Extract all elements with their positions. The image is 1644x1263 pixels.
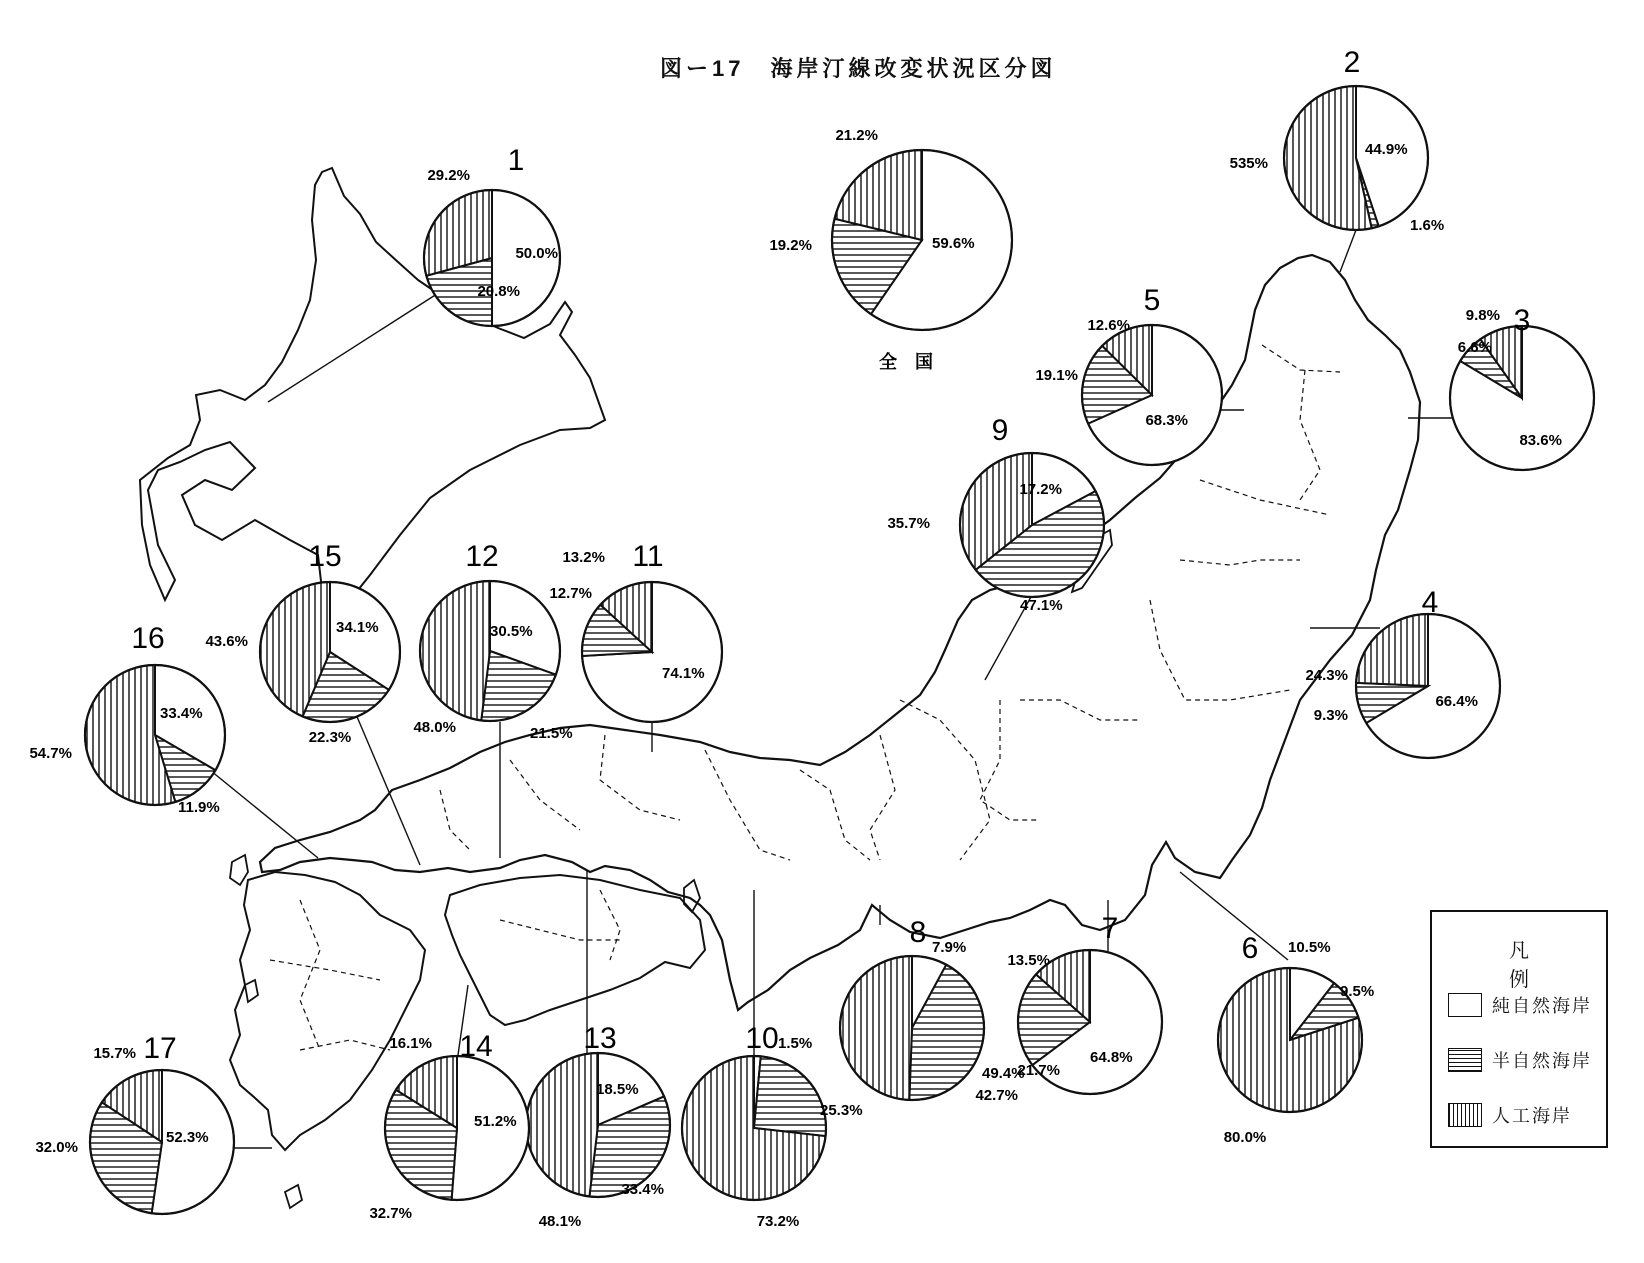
- pie-12: [413, 540, 572, 742]
- artificial-swatch: [1448, 1103, 1482, 1127]
- pie-8-label-natural: 7.9%: [932, 939, 967, 956]
- pie-3-number: 3: [1513, 304, 1531, 337]
- natural-swatch: [1448, 993, 1482, 1017]
- pie-12-slice-artificial: [420, 581, 490, 720]
- pie-9: [887, 414, 1104, 614]
- pie-12-label-semi: 21.5%: [530, 725, 573, 742]
- pie-13-slice-artificial: [526, 1053, 598, 1196]
- pie-12-number: 12: [465, 540, 499, 573]
- pie-1-label-artificial: 29.2%: [427, 167, 470, 184]
- legend-row-artificial: [1448, 1100, 1572, 1130]
- pie-10-slice-semi: [754, 1056, 826, 1136]
- pie-5-label-semi: 19.1%: [1035, 367, 1078, 384]
- pie-8-label-semi: 42.7%: [975, 1087, 1018, 1104]
- pie-6-label-artificial: 80.0%: [1223, 1129, 1267, 1146]
- pie-17-number: 17: [143, 1032, 177, 1065]
- pie-7-number: 7: [1101, 912, 1119, 945]
- pie-13-number: 13: [583, 1022, 617, 1055]
- pie-15-label-natural: 34.1%: [336, 619, 379, 636]
- island-tsushima: [230, 855, 248, 885]
- pie-16-label-artificial: 54.7%: [29, 745, 72, 762]
- pie-5-label-artificial: 12.6%: [1087, 317, 1130, 334]
- pie-14-label-semi: 32.7%: [369, 1205, 412, 1222]
- pie-2: [1230, 46, 1445, 234]
- legend-title: 凡 例: [1509, 940, 1629, 991]
- pie-16-number: 16: [131, 622, 165, 655]
- pie-12-label-artificial: 48.0%: [413, 719, 456, 736]
- pie-1-label-semi: 20.8%: [477, 283, 520, 300]
- pie-4: [1305, 586, 1500, 758]
- pie-15-number: 15: [308, 540, 342, 573]
- pie-11-label-artificial: 13.2%: [562, 549, 605, 566]
- pie-10-label-artificial: 73.2%: [756, 1213, 800, 1230]
- figure-title: 図ー17 海岸汀線改変状況区分図: [660, 56, 1057, 81]
- pie-2-number: 2: [1343, 46, 1361, 79]
- pie-4-label-artificial: 24.3%: [1305, 667, 1348, 684]
- legend-label-artificial: 人工海岸: [1492, 1106, 1572, 1126]
- legend: [1430, 910, 1629, 1148]
- pie-13-label-semi: 33.4%: [621, 1181, 664, 1198]
- island-goto: [245, 980, 258, 1002]
- pie-5: [1035, 284, 1222, 465]
- pie-11-label-natural: 74.1%: [662, 665, 705, 682]
- pie-6-label-natural: 10.5%: [1288, 939, 1331, 956]
- pie-3: [1450, 304, 1594, 470]
- pie-national: [769, 127, 1012, 372]
- pie-15-label-semi: 22.3%: [308, 729, 352, 746]
- pie-17-label-artificial: 15.7%: [93, 1045, 136, 1062]
- pie-4-label-semi: 9.3%: [1313, 707, 1348, 724]
- pie-14: [369, 1030, 529, 1222]
- pie-5-number: 5: [1143, 284, 1161, 317]
- pie-17: [35, 1032, 234, 1214]
- shikoku-outline: [445, 875, 705, 1025]
- legend-row-natural: [1448, 990, 1592, 1020]
- pie-13-label-natural: 18.5%: [596, 1081, 639, 1098]
- pie-13: [526, 1022, 670, 1230]
- pie-4-label-natural: 66.4%: [1435, 693, 1478, 710]
- pie-10-number: 10: [745, 1022, 779, 1055]
- pie-16: [29, 622, 225, 816]
- pie-6-label-semi: 9.5%: [1340, 983, 1375, 1000]
- pie-12-label-natural: 30.5%: [490, 623, 533, 640]
- pie-2-label-semi: 1.6%: [1410, 217, 1445, 234]
- pie-chart-group: [29, 46, 1594, 1230]
- pie-3-label-artificial: 9.8%: [1465, 307, 1500, 324]
- pie-10: [682, 1022, 863, 1230]
- pie-6-number: 6: [1241, 932, 1259, 965]
- pie-13-label-artificial: 48.1%: [538, 1213, 582, 1230]
- pie-10-label-semi: 25.3%: [820, 1102, 863, 1119]
- pie-8-label-artificial: 49.4%: [982, 1065, 1025, 1082]
- pie-3-label-natural: 83.6%: [1519, 432, 1562, 449]
- legend-row-semi-natural: [1448, 1045, 1592, 1075]
- pie-national-label-semi: 19.2%: [769, 237, 812, 254]
- pie-15-label-artificial: 43.6%: [205, 633, 248, 650]
- island-tanegashima: [285, 1185, 302, 1208]
- pie-7-label-semi: 21.7%: [1017, 1062, 1060, 1079]
- pie-5-label-natural: 68.3%: [1145, 412, 1188, 429]
- pie-16-label-natural: 33.4%: [160, 705, 203, 722]
- pie-2-label-artificial: 535%: [1229, 155, 1268, 172]
- pie-17-label-semi: 32.0%: [35, 1139, 78, 1156]
- pie-11-label-semi: 12.7%: [549, 585, 592, 602]
- pie-14-label-natural: 51.2%: [474, 1113, 517, 1130]
- legend-label-natural: 純自然海岸: [1492, 996, 1592, 1016]
- pie-9-label-artificial: 35.7%: [887, 515, 930, 532]
- pie-1-number: 1: [507, 144, 525, 177]
- pie-7: [1007, 912, 1162, 1094]
- pie-16-label-semi: 11.9%: [178, 799, 220, 816]
- pie-17-label-natural: 52.3%: [166, 1129, 209, 1146]
- legend-label-semi-natural: 半自然海岸: [1492, 1051, 1592, 1071]
- pie-1: [424, 144, 560, 326]
- pie-9-label-semi: 47.1%: [1020, 597, 1063, 614]
- pie-14-label-artificial: 16.1%: [389, 1035, 432, 1052]
- pie-9-number: 9: [991, 414, 1009, 447]
- pie-national-label-artificial: 21.2%: [835, 127, 878, 144]
- pie-6: [1218, 932, 1374, 1146]
- pie-2-label-natural: 44.9%: [1365, 141, 1408, 158]
- pie-8-number: 8: [909, 916, 927, 949]
- pie-8: [840, 916, 1025, 1104]
- pie-10-label-natural: 1.5%: [778, 1035, 813, 1052]
- pie-11-number: 11: [632, 540, 664, 573]
- pie-15: [205, 540, 400, 746]
- pie-3-label-semi: 6.6%: [1457, 339, 1492, 356]
- pie-4-number: 4: [1421, 586, 1439, 619]
- pie-14-number: 14: [459, 1030, 493, 1063]
- pie-national-label-natural: 59.6%: [932, 235, 975, 252]
- pie-7-label-natural: 64.8%: [1090, 1049, 1133, 1066]
- pie-1-label-natural: 50.0%: [515, 245, 558, 262]
- pie-7-label-artificial: 13.5%: [1007, 952, 1050, 969]
- national-label: 全 国: [879, 352, 933, 372]
- pie-8-slice-artificial: [840, 956, 912, 1100]
- pie-9-label-natural: 17.2%: [1019, 481, 1062, 498]
- semi-natural-swatch: [1448, 1048, 1482, 1072]
- pie-11: [549, 540, 722, 722]
